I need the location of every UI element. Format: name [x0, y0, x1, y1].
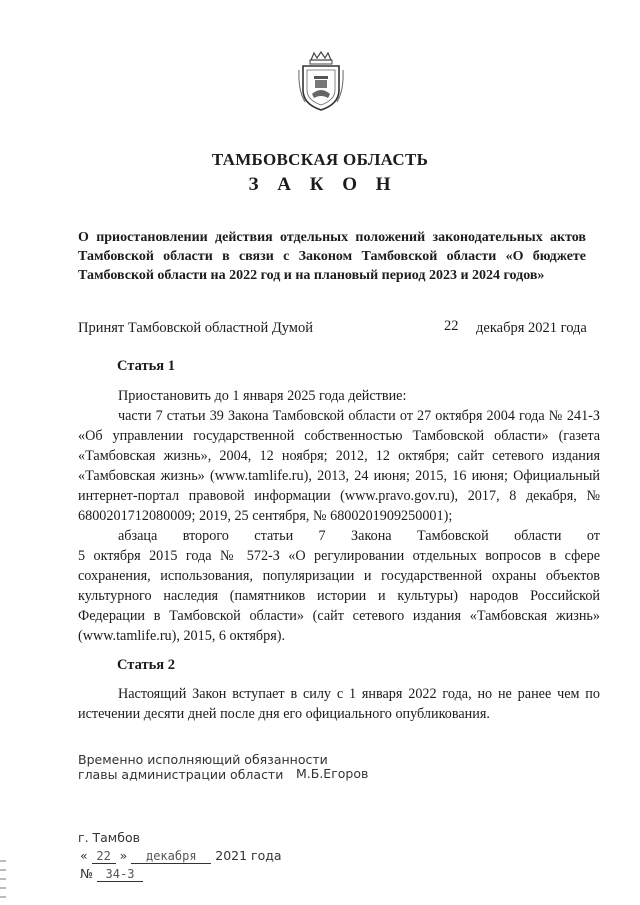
footer-year: 2021 года [215, 848, 282, 863]
footer-day: 22 [92, 849, 116, 864]
signatory-title-line-1: Временно исполняющий обязанности [78, 752, 328, 767]
coat-of-arms-emblem [297, 50, 345, 112]
law-title: О приостановлении действия отдельных положений законодательных актов Тамбовской области в связи с Законом Тамбовской области «О бюджете Тамбовской области на 2022 год и на плановый период 2023 и 2024 годов» [78, 230, 586, 283]
footer-month: декабря [131, 849, 211, 864]
article-1-body [78, 386, 600, 646]
article-1-intro: Приостановить до 1 января 2025 года действие: [118, 388, 407, 404]
footer-city: г. Тамбов [78, 830, 140, 845]
region-heading: ТАМБОВСКАЯ ОБЛАСТЬ [211, 150, 429, 169]
signatory-name: М.Б.Егоров [296, 766, 369, 781]
article-2-text: Настоящий Закон вступает в силу с 1 января 2022 года, но не ранее чем по истечении десяти дней после дня его официального опубликования. [78, 686, 600, 722]
signatory-title-line-2: главы администрации области [78, 767, 284, 782]
article-1-item-1: части 7 статьи 39 Закона Тамбовской области от 27 октября 2004 года № 241-З «Об управлении государственной собственностью Тамбовской области» (газета «Тамбовская жизнь», 2004, 12 ноября; 2012, 12 октября; сайт сетевого издания «Тамбовская жизнь» (www.tamlife.ru), 2013, 24 июня; 2015, 16 июня; Официальный интернет-портал правовой информации (www.pravo.gov.ru), 2017, 8 декабря, № 6800201712080009; 2019, 25 сентября, № 6800201909250001); [78, 408, 600, 524]
article-1-heading: Статья 1 [117, 358, 175, 374]
scan-edge-mark [0, 860, 6, 900]
footer-quote-close: » [119, 848, 128, 863]
adopted-day: 22 [444, 318, 459, 334]
adopted-month-year: декабря 2021 года [476, 320, 587, 336]
article-2-body [78, 684, 600, 724]
article-1-item-2-first-line: абзаца второго статьи 7 Закона Тамбовской области от [118, 528, 600, 544]
document-type-heading: З А К О Н [248, 174, 398, 195]
footer-date [80, 848, 282, 864]
article-2-heading: Статья 2 [117, 657, 175, 673]
footer-number-label: № [80, 866, 94, 881]
footer-number [80, 866, 143, 882]
footer-quote-open: « [80, 848, 88, 863]
footer-number-value: 34-З [97, 867, 143, 882]
adopted-by-text: Принят Тамбовской областной Думой [78, 320, 313, 336]
article-1-item-2-rest: 5 октября 2015 года № 572-З «О регулировании отдельных вопросов в сфере сохранения, использования, популяризации и государственной охраны объектов культурного наследия (памятников истории и культуры) народов Российской Федерации в Тамбовской области» (сайт сетевого издания «Тамбовская жизнь» (www.tamlife.ru), 2015, 6 октября). [78, 548, 600, 644]
